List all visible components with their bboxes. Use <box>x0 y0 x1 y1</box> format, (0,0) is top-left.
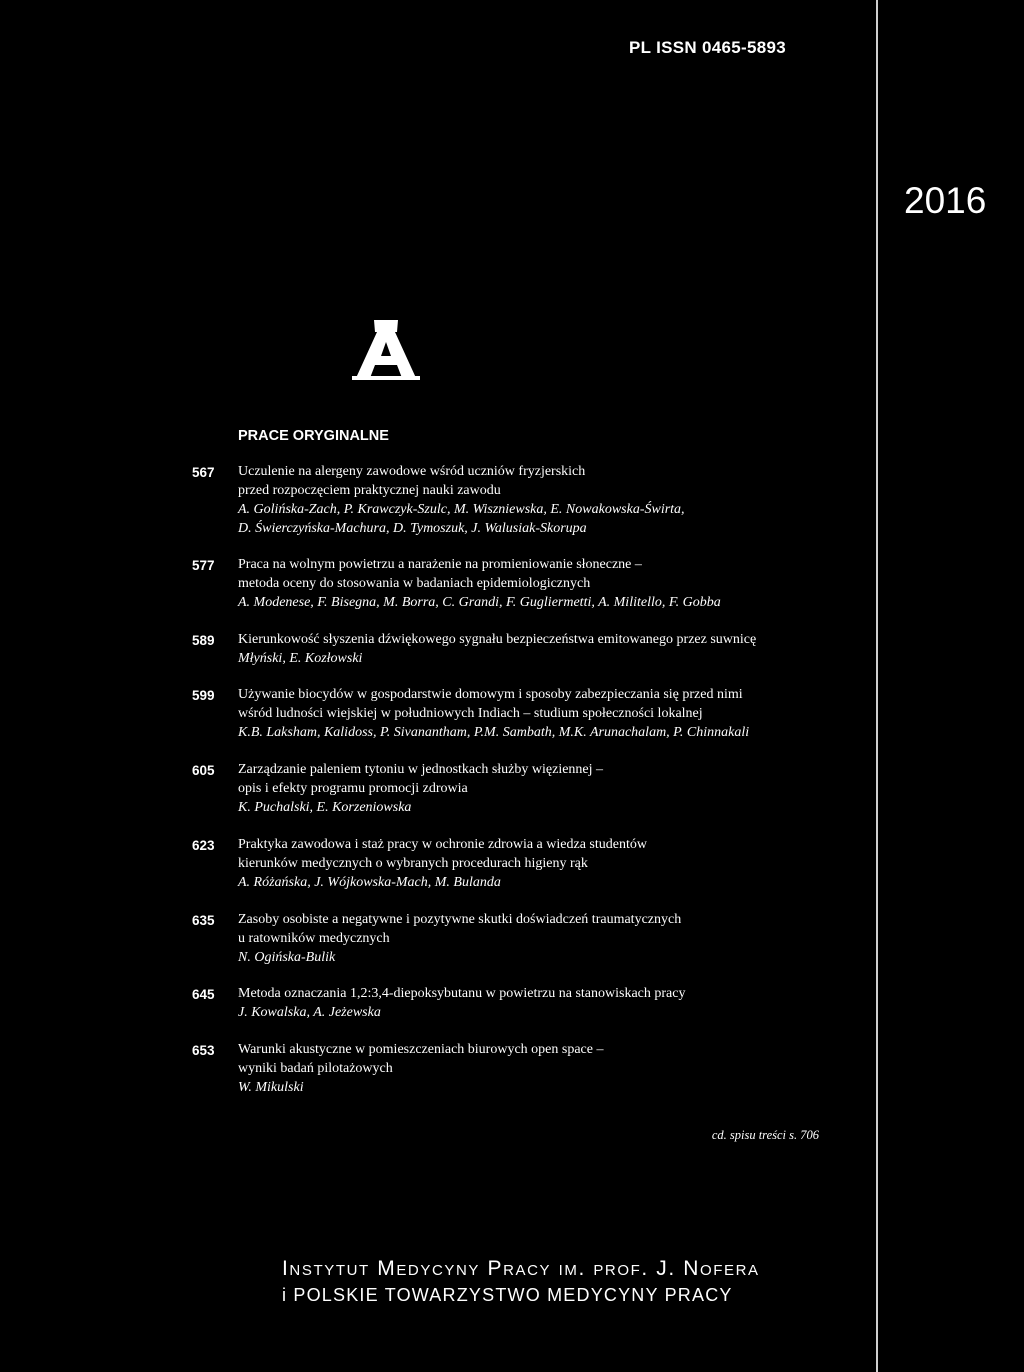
vertical-rule <box>876 0 878 1372</box>
toc-entry <box>192 685 852 742</box>
toc-authors: A. Różańska, J. Wójkowska-Mach, M. Bulanda <box>238 875 501 890</box>
toc-page-number: 645 <box>192 987 215 1002</box>
toc-entry <box>192 462 852 538</box>
toc-body <box>238 555 852 612</box>
toc-authors: A. Modenese, F. Bisegna, M. Borra, C. Grandi, F. Gugliermetti, A. Militello, F. Gobba <box>238 595 721 610</box>
toc-page-number: 605 <box>192 763 215 778</box>
publisher-society: i POLSKIE TOWARZYSTWO MEDYCYNY PRACY <box>282 1285 733 1305</box>
toc-authors: K. Puchalski, E. Korzeniowska <box>238 800 412 815</box>
toc-entry <box>192 984 852 1022</box>
toc-page-number: 599 <box>192 688 215 703</box>
toc-body <box>238 760 852 817</box>
toc-entry <box>192 555 852 612</box>
toc-page-number: 589 <box>192 633 215 648</box>
toc-page-number: 653 <box>192 1043 215 1058</box>
publisher-institute: Instytut Medycyny Pracy im. prof. J. Nofera <box>282 1257 760 1280</box>
toc-title: Warunki akustyczne w pomieszczeniach biurowych open space – wyniki badań pilotażowych <box>238 1042 604 1076</box>
toc-title: Praca na wolnym powietrzu a narażenie na promieniowanie słoneczne – metoda oceny do stosowania w badaniach epidemiologicznych <box>238 557 642 591</box>
table-of-contents <box>192 462 852 1097</box>
toc-body <box>238 685 852 742</box>
continuation-note: cd. spisu treści s. 706 <box>711 1128 819 1142</box>
toc-body <box>238 462 852 538</box>
toc-title: Zasoby osobiste a negatywne i pozytywne skutki doświadczeń traumatycznych u ratowników medycznych <box>238 912 682 946</box>
toc-authors: W. Mikulski <box>238 1080 304 1095</box>
toc-entry <box>192 835 852 892</box>
toc-title: Uczulenie na alergeny zawodowe wśród uczniów fryzjerskich przed rozpoczęciem praktycznej nauki zawodu <box>238 464 586 498</box>
toc-authors: A. Golińska-Zach, P. Krawczyk-Szulc, M. Wiszniewska, E. Nowakowska-Świrta, D. Świerczyńska-Machura, D. Tymoszuk, J. Walusiak-Skorupa <box>238 502 685 536</box>
issue-year: 2016 <box>904 180 987 221</box>
toc-entry <box>192 910 852 967</box>
section-heading: PRACE ORYGINALNE <box>238 428 389 444</box>
toc-page-number: 623 <box>192 838 215 853</box>
toc-authors: J. Kowalska, A. Jeżewska <box>238 1005 381 1020</box>
toc-body <box>238 835 852 892</box>
toc-authors: K.B. Laksham, Kalidoss, P. Sivanantham, P.M. Sambath, M.K. Arunachalam, P. Chinnakali <box>238 725 750 740</box>
toc-page-number: 567 <box>192 465 215 480</box>
toc-page-number: 635 <box>192 913 215 928</box>
toc-entry <box>192 630 852 668</box>
toc-page-number: 577 <box>192 558 215 573</box>
toc-body <box>238 910 852 967</box>
toc-title: Używanie biocydów w gospodarstwie domowym i sposoby zabezpieczania się przed nimi wśród ludności wiejskiej w południowych Indiach – studium społeczności lokalnej <box>238 687 743 721</box>
toc-body <box>238 1040 852 1097</box>
toc-title: Metoda oznaczania 1,2:3,4-diepoksybutanu w powietrzu na stanowiskach pracy <box>238 986 686 1001</box>
journal-emblem-icon <box>350 312 422 382</box>
toc-body <box>238 630 852 668</box>
toc-title: Kierunkowość słyszenia dźwiękowego sygnału bezpieczeństwa emitowanego przez suwnicę <box>238 632 757 647</box>
toc-authors: Młyński, E. Kozłowski <box>238 651 363 666</box>
toc-authors: N. Ogińska-Bulik <box>238 950 336 965</box>
toc-body <box>238 984 852 1022</box>
toc-title: Zarządzanie paleniem tytoniu w jednostkach służby więziennej – opis i efekty programu promocji zdrowia <box>238 762 604 796</box>
issn-label: PL ISSN 0465-5893 <box>629 38 786 57</box>
publisher-block <box>282 1256 760 1308</box>
toc-entry <box>192 760 852 817</box>
toc-entry <box>192 1040 852 1097</box>
toc-title: Praktyka zawodowa i staż pracy w ochronie zdrowia a wiedza studentów kierunków medycznych o wybranych procedurach higieny rąk <box>238 837 647 871</box>
